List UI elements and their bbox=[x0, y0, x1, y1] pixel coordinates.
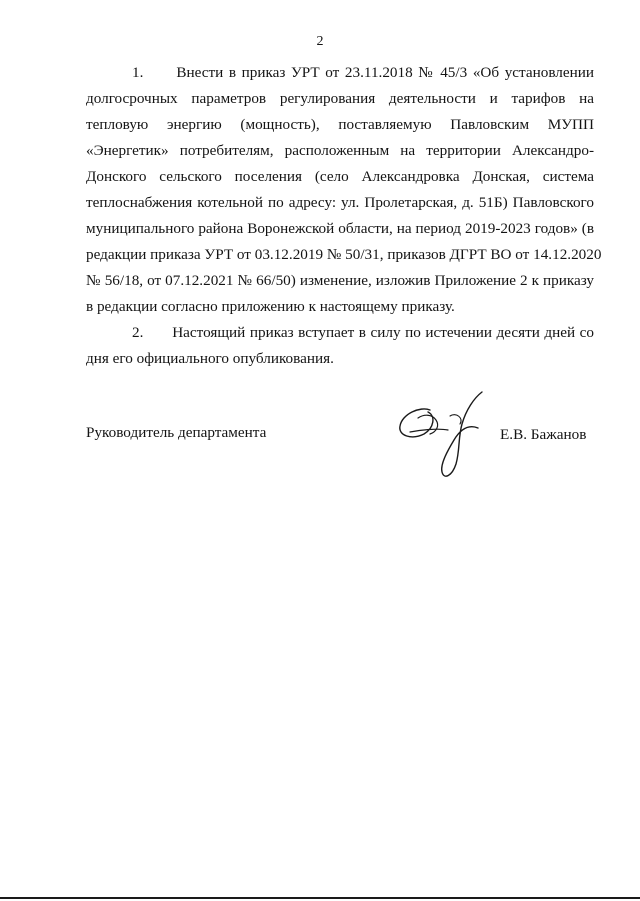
paragraph-line bbox=[86, 60, 594, 86]
paragraph-line: № 56/18, от 07.12.2021 № 66/50) изменение, изложив Приложение 2 к приказу bbox=[86, 272, 594, 289]
paragraph-line-text: Настоящий приказ вступает в силу по истечении десяти дней со bbox=[172, 324, 595, 341]
paragraph-line: теплоснабжения котельной по адресу: ул. Пролетарская, д. 51Б) Павловского bbox=[86, 194, 594, 211]
paragraph-line: Донского сельского поселения (село Александровка Донская, система bbox=[86, 168, 594, 185]
signatory-title: Руководитель департамента bbox=[86, 424, 267, 441]
paragraph-line: дня его официального опубликования. bbox=[86, 350, 334, 367]
signatory-name: Е.В. Бажанов bbox=[500, 426, 587, 443]
page-number: 2 bbox=[316, 34, 324, 49]
document-body bbox=[86, 60, 602, 372]
paragraph-line: долгосрочных параметров регулирования деятельности и тарифов на bbox=[86, 90, 594, 107]
paragraph-line: муниципального района Воронежской области, на период 2019-2023 годов» (в bbox=[86, 220, 594, 237]
paragraph-2 bbox=[86, 320, 594, 372]
paragraph-1 bbox=[86, 60, 602, 320]
paragraph-number: 1. bbox=[132, 64, 144, 81]
paragraph-number: 2. bbox=[132, 324, 144, 341]
paragraph-line-text: Внести в приказ УРТ от 23.11.2018 № 45/3 «Об установлении bbox=[176, 64, 595, 81]
paragraph-line bbox=[86, 320, 594, 346]
paragraph-line: тепловую энергию (мощность), поставляемую Павловским МУПП bbox=[86, 116, 594, 133]
paragraph-line: «Энергетик» потребителям, расположенным на территории Александро- bbox=[86, 142, 594, 159]
page-bottom-edge bbox=[0, 897, 640, 899]
paragraph-line: в редакции согласно приложению к настоящему приказу. bbox=[86, 298, 455, 315]
paragraph-line: редакции приказа УРТ от 03.12.2019 № 50/31, приказов ДГРТ ВО от 14.12.2020 bbox=[86, 246, 602, 263]
handwritten-signature bbox=[390, 388, 500, 488]
